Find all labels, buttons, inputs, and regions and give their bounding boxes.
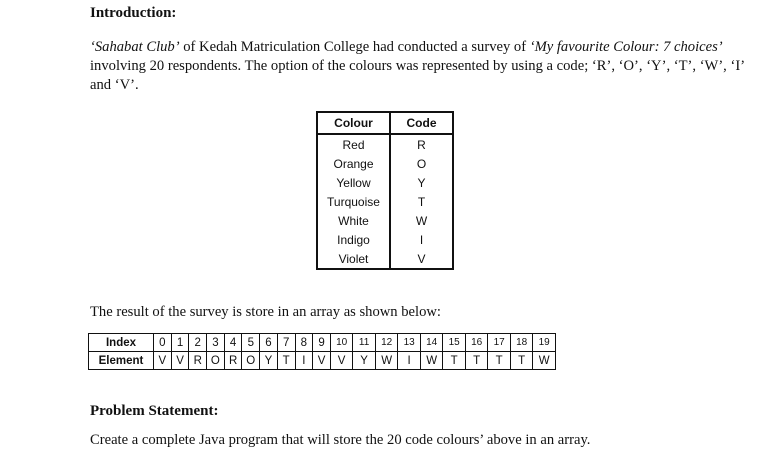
problem-statement-text: Create a complete Java program that will store the 20 code colours’ above in an array. [90, 432, 591, 448]
index-cell: 2 [189, 334, 207, 352]
index-cell: 12 [375, 334, 398, 352]
index-cell: 0 [154, 334, 172, 352]
element-cell: T [443, 352, 466, 370]
colour-column-header: Colour [317, 112, 390, 134]
table-row [317, 211, 453, 230]
table-row [317, 230, 453, 249]
index-cell: 6 [260, 334, 278, 352]
colour-code-table [316, 111, 454, 270]
element-cell: Y [260, 352, 278, 370]
code-cell: I [390, 230, 453, 249]
element-cell: T [277, 352, 295, 370]
table-row [317, 173, 453, 192]
element-cell: Y [353, 352, 376, 370]
element-cell: W [420, 352, 443, 370]
colour-cell: Violet [338, 251, 369, 266]
element-cell: V [330, 352, 353, 370]
index-cell: 8 [295, 334, 313, 352]
survey-title: ‘My favourite Colour: 7 choices’ [529, 39, 723, 55]
element-cell: I [295, 352, 313, 370]
code-cell: R [390, 134, 453, 154]
element-row [89, 352, 556, 370]
index-cell: 4 [224, 334, 242, 352]
code-cell: Y [390, 173, 453, 192]
array-intro-text: The result of the survey is store in an array as shown below: [90, 304, 441, 320]
colour-cell: Indigo [337, 232, 370, 247]
colour-cell: Red [342, 137, 365, 152]
element-cell: O [242, 352, 260, 370]
element-cell: R [224, 352, 242, 370]
element-cell: W [533, 352, 556, 370]
element-cell: V [171, 352, 189, 370]
colour-cell: Yellow [336, 175, 371, 190]
index-cell: 18 [510, 334, 533, 352]
index-cell: 1 [171, 334, 189, 352]
element-cell: V [154, 352, 172, 370]
intro-text-part1: of Kedah Matriculation College had conducted a survey of [179, 39, 530, 55]
introduction-heading: Introduction: [90, 5, 177, 21]
element-cell: T [488, 352, 511, 370]
element-cell: O [207, 352, 225, 370]
element-row-label: Element [89, 352, 154, 370]
index-cell: 5 [242, 334, 260, 352]
index-cell: 16 [465, 334, 488, 352]
index-cell: 7 [277, 334, 295, 352]
table-row [317, 154, 453, 173]
code-cell: O [390, 154, 453, 173]
index-cell: 13 [398, 334, 421, 352]
index-cell: 19 [533, 334, 556, 352]
table-row [317, 249, 453, 269]
colour-cell: Orange [333, 156, 374, 171]
index-cell: 10 [330, 334, 353, 352]
club-name: ‘Sahabat Club’ [90, 39, 180, 55]
survey-array-table [88, 333, 556, 370]
element-cell: T [510, 352, 533, 370]
element-cell: T [465, 352, 488, 370]
element-cell: W [375, 352, 398, 370]
index-row [89, 334, 556, 352]
index-cell: 14 [420, 334, 443, 352]
index-row-label: Index [89, 334, 154, 352]
code-cell: V [390, 249, 453, 269]
problem-statement-heading: Problem Statement: [90, 403, 219, 419]
colour-cell: White [338, 213, 369, 228]
code-column-header: Code [390, 112, 453, 134]
table-row [317, 134, 453, 154]
index-cell: 3 [207, 334, 225, 352]
element-cell: I [398, 352, 421, 370]
introduction-paragraph [90, 38, 750, 95]
index-cell: 15 [443, 334, 466, 352]
code-cell: T [390, 192, 453, 211]
index-cell: 17 [488, 334, 511, 352]
intro-text-part2: involving 20 respondents. The option of the colours was represented by using a code; ‘R’, ‘O’, ‘Y’, ‘T’, ‘W’, ‘I’ and ‘V’. [90, 58, 744, 93]
element-cell: R [189, 352, 207, 370]
code-cell: W [390, 211, 453, 230]
table-row [317, 192, 453, 211]
index-cell: 11 [353, 334, 376, 352]
colour-cell: Turquoise [327, 194, 380, 209]
index-cell: 9 [313, 334, 331, 352]
element-cell: V [313, 352, 331, 370]
